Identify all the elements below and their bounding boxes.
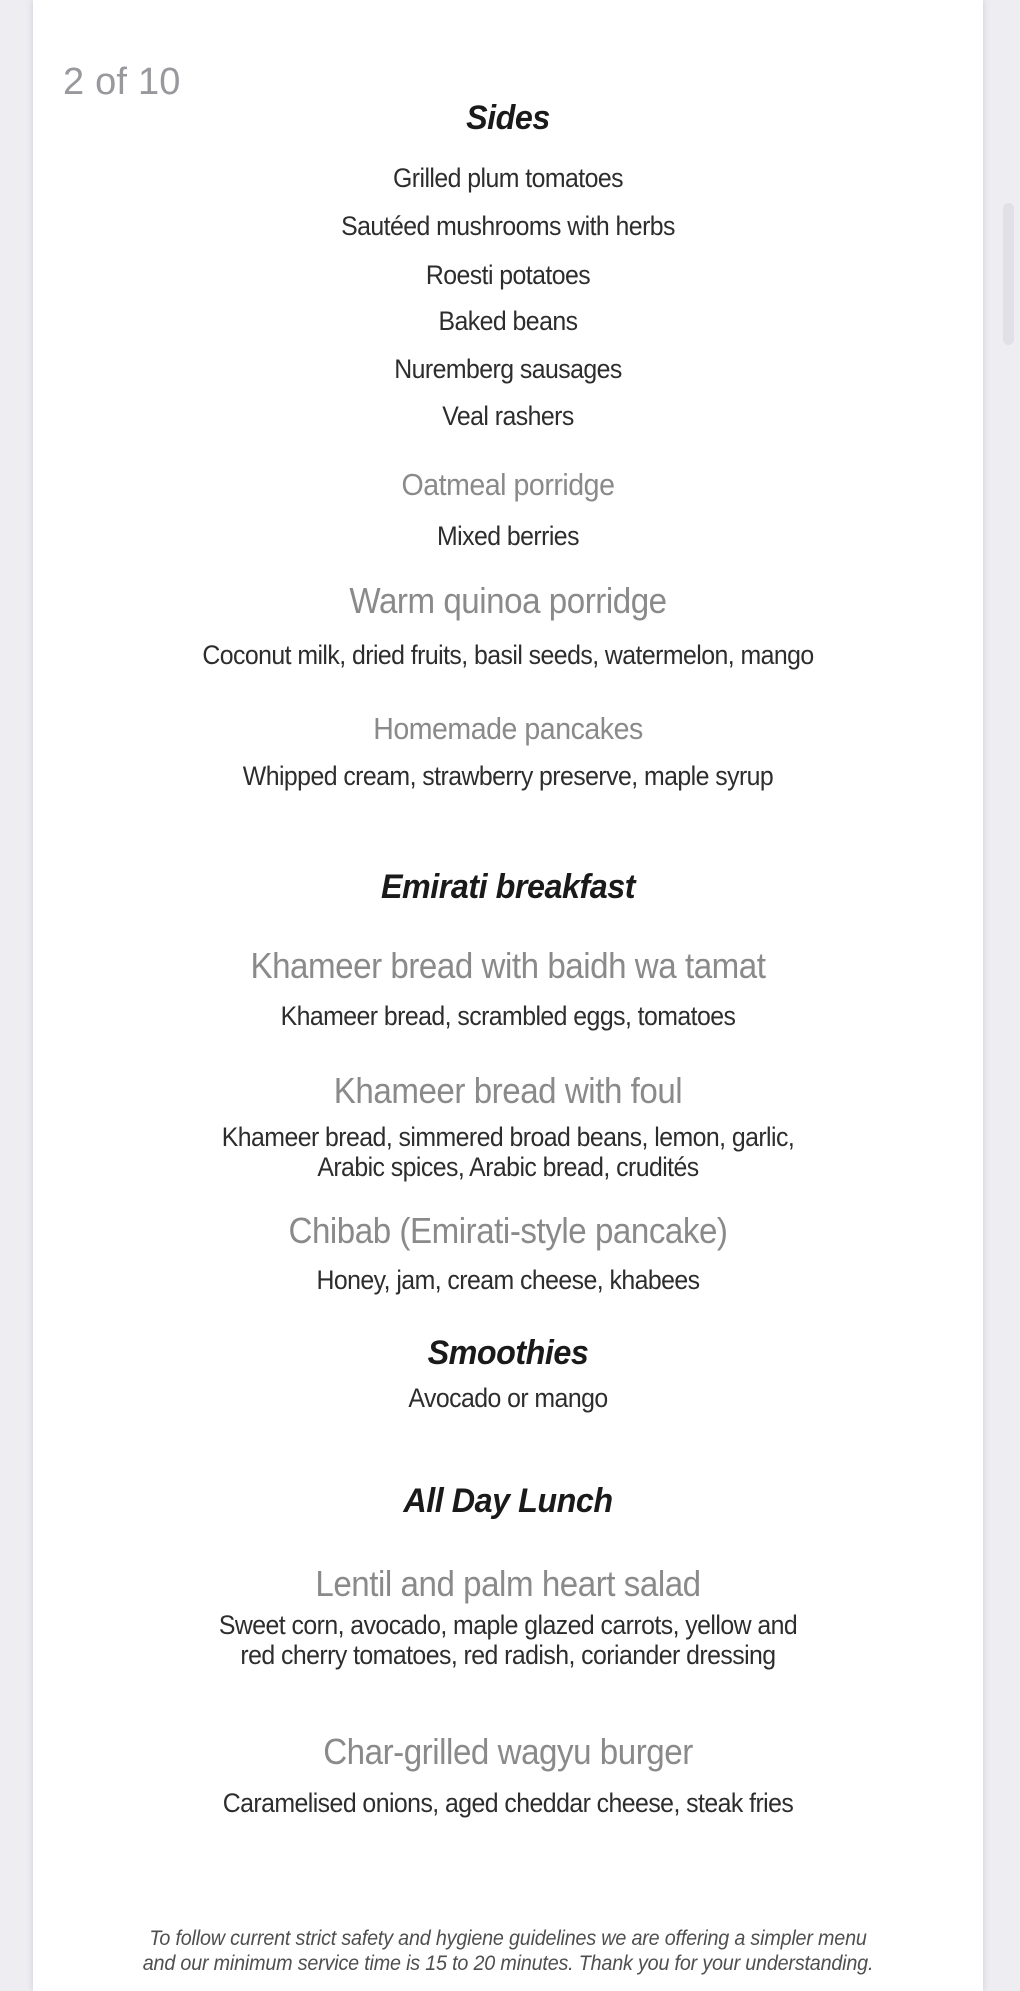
dish-name: Homemade pancakes: [373, 711, 643, 746]
menu-item: Veal rashers: [442, 401, 574, 431]
dish-description: red cherry tomatoes, red radish, coriander dressing: [240, 1640, 776, 1670]
scrollbar-thumb[interactable]: [1003, 203, 1014, 345]
dish-name: Khameer bread with foul: [333, 1070, 683, 1111]
dish-name: Chibab (Emirati-style pancake): [288, 1210, 728, 1251]
footer-note-line: and our minimum service time is 15 to 20 minutes. Thank you for your understanding.: [142, 1952, 874, 1975]
dish-description: Honey, jam, cream cheese, khabees: [316, 1265, 700, 1295]
dish-description: Khameer bread, simmered broad beans, lemon, garlic,: [221, 1122, 795, 1152]
dish-description: Whipped cream, strawberry preserve, maple syrup: [242, 761, 774, 791]
dish-description: Caramelised onions, aged cheddar cheese, steak fries: [222, 1788, 794, 1818]
dish-description: Avocado or mango: [408, 1383, 608, 1413]
menu-item: Baked beans: [438, 306, 578, 336]
menu-item: Nuremberg sausages: [394, 354, 622, 384]
dish-description: Coconut milk, dried fruits, basil seeds, watermelon, mango: [202, 640, 814, 670]
dish-name: Char-grilled wagyu burger: [323, 1731, 693, 1772]
dish-description: Arabic spices, Arabic bread, crudités: [317, 1152, 699, 1182]
section-title-emirati-breakfast: Emirati breakfast: [380, 868, 636, 906]
section-title-all-day-lunch: All Day Lunch: [403, 1482, 613, 1520]
section-title-sides: Sides: [466, 99, 550, 137]
menu-page: [33, 0, 983, 1991]
dish-description: Khameer bread, scrambled eggs, tomatoes: [280, 1001, 736, 1031]
dish-name: Warm quinoa porridge: [349, 580, 667, 621]
menu-item: Roesti potatoes: [425, 260, 591, 290]
dish-name: Oatmeal porridge: [401, 467, 615, 502]
dish-description: Sweet corn, avocado, maple glazed carrots, yellow and: [218, 1610, 798, 1640]
footer-note-line: To follow current strict safety and hygiene guidelines we are offering a simpler menu: [149, 1927, 867, 1950]
dish-name: Khameer bread with baidh wa tamat: [250, 945, 766, 986]
menu-content: [33, 0, 983, 1991]
menu-item: Grilled plum tomatoes: [392, 163, 623, 193]
menu-item: Sautéed mushrooms with herbs: [341, 211, 675, 241]
dish-name: Lentil and palm heart salad: [315, 1563, 701, 1604]
dish-description: Mixed berries: [437, 521, 579, 551]
page-indicator: 2 of 10: [63, 61, 181, 103]
section-title-smoothies: Smoothies: [427, 1334, 589, 1372]
